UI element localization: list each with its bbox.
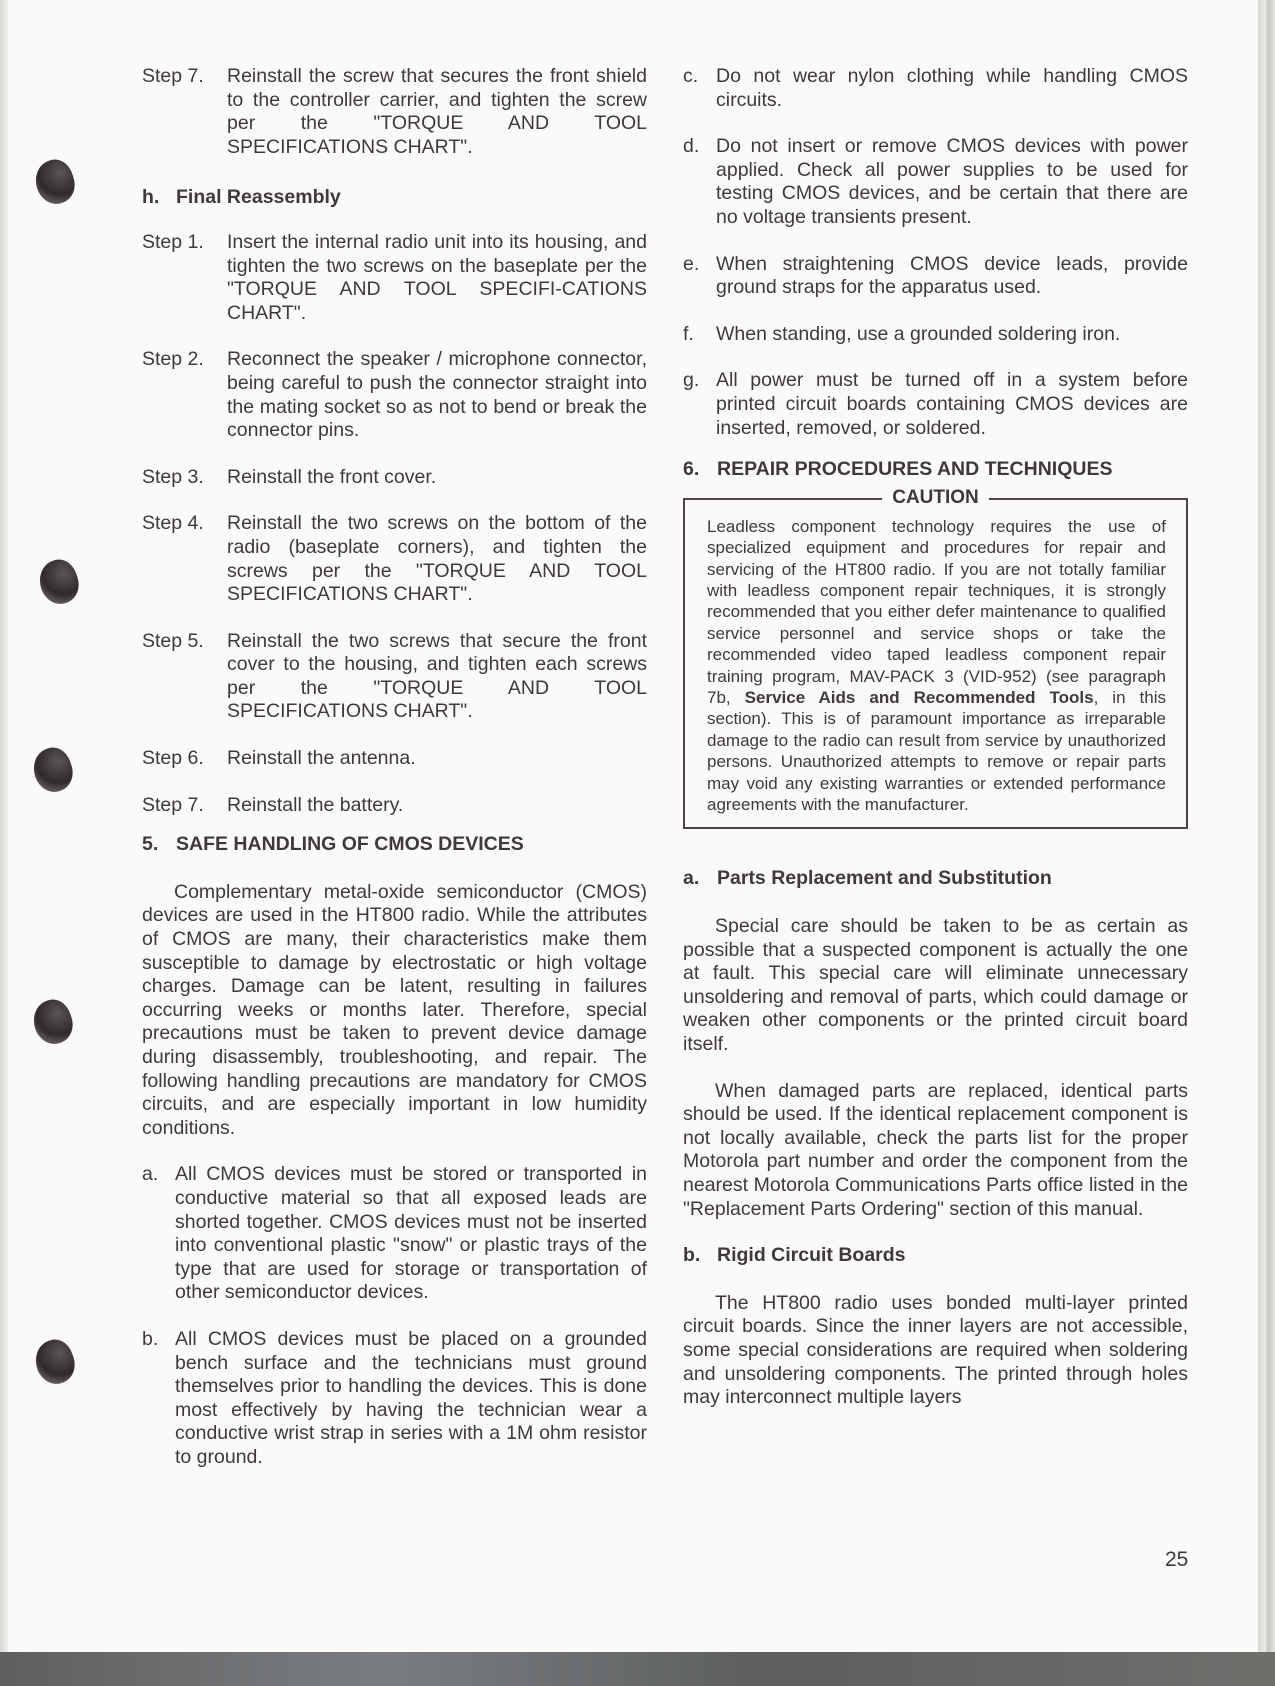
section-title: Final Reassembly — [176, 186, 341, 209]
section-title: REPAIR PROCEDURES AND TECHNIQUES — [717, 458, 1113, 481]
precaution-item — [142, 1163, 647, 1305]
section-title: SAFE HANDLING OF CMOS DEVICES — [176, 833, 524, 856]
step-text: Reinstall the front cover. — [227, 465, 437, 488]
step-text: Reinstall the screw that secures the front shield to the controller carrier, and tighten the screw per the "TORQUE AND TOOL SPECIFICATIONS CHART". — [227, 65, 647, 158]
step-item — [142, 794, 647, 818]
left-column — [142, 65, 647, 1493]
page-number: 25 — [1165, 1548, 1189, 1571]
caution-text: Leadless component technology requires the use of specialized equipment and procedures for repair and servicing of the HT800 radio. If you are not totally familiar with leadless component repair techniques, it is strongly recommended that you either defer maintenance to qualified service personnel and service shops or take the recommended video taped leadless component repair training program, MAV-PACK 3 (VID-952) (see paragraph 7b, — [707, 516, 1166, 707]
item-label: f. — [683, 322, 694, 345]
step-text: Reinstall the two screws on the bottom of the radio (baseplate corners), and tighten the screws per the "TORQUE AND TOOL SPECIFICATIONS CHART". — [227, 512, 647, 606]
step-text: Reinstall the antenna. — [227, 747, 416, 770]
step-item — [142, 630, 647, 724]
item-label: b. — [142, 1327, 159, 1350]
step-item — [142, 231, 647, 325]
step-item — [142, 348, 647, 442]
caution-text-continued: , in this section). This is of paramount importance as irreparable damage to the radio can result from service by unauthorized persons. Unauthorized attempts to remove or repair parts may void any existing warranties or extended performance agreements with the manufacturer. — [707, 687, 1166, 814]
precaution-item — [683, 135, 1188, 229]
page-stack-edge — [1258, 0, 1275, 1652]
item-text: All power must be turned off in a system before printed circuit boards containing CMOS devices are inserted, removed, or soldered. — [716, 369, 1188, 439]
section-number: 6. — [683, 458, 700, 481]
precaution-item — [683, 253, 1188, 300]
precaution-item — [683, 323, 1188, 347]
section-title: Rigid Circuit Boards — [717, 1244, 906, 1267]
body-paragraph: When damaged parts are replaced, identical parts should be used. If the identical replacement component is not locally available, check the parts list for the proper Motorola part number and order the component from the nearest Motorola Communications Parts office listed in the "Replacement Parts Ordering" section of this manual. — [683, 1079, 1188, 1220]
caution-bold-reference: Service Aids and Recommended Tools — [744, 687, 1094, 707]
scanner-background — [0, 1652, 1275, 1686]
step-label: Step 3. — [142, 465, 204, 488]
section-number: 5. — [142, 833, 159, 856]
item-text: Do not wear nylon clothing while handling CMOS circuits. — [716, 65, 1188, 111]
section-heading-repair — [683, 458, 1188, 482]
caution-box — [683, 486, 1188, 830]
step-label: Step 1. — [142, 230, 204, 253]
step-label: Step 7. — [142, 65, 204, 87]
right-column — [683, 65, 1188, 1433]
step-label: Step 6. — [142, 747, 204, 770]
step-text: Reinstall the two screws that secure the front cover to the housing, and tighten each screws per the "TORQUE AND TOOL SPECIFICATIONS CHART". — [227, 629, 647, 723]
item-text: When straightening CMOS device leads, provide ground straps for the apparatus used. — [716, 252, 1188, 299]
item-text: Do not insert or remove CMOS devices with power applied. Check all power supplies to be used for testing CMOS devices, and be certain that there are no voltage transients present. — [716, 135, 1188, 228]
precaution-item — [683, 65, 1188, 112]
body-paragraph: The HT800 radio uses bonded multi-layer printed circuit boards. Since the inner layers are not accessible, some special considerations are required when soldering and unsoldering components. The printed through holes may interconnect multiple layers — [683, 1291, 1188, 1409]
section-heading-cmos — [142, 833, 647, 857]
step-text: Reconnect the speaker / microphone connector, being careful to push the connector straight into the mating socket so as not to bend or break the connector pins. — [227, 348, 647, 442]
step-text: Reinstall the battery. — [227, 793, 404, 816]
item-label: g. — [683, 369, 700, 392]
cmos-intro-paragraph: Complementary metal-oxide semiconductor (CMOS) devices are used in the HT800 radio. While the attributes of CMOS are many, their characteristics make them susceptible to damage by electrostatic or high voltage charges. Damage can be latent, resulting in failures occurring weeks or months later. Therefore, special precautions must be taken to prevent device damage during disassembly, troubleshooting, and repair. The following handling precautions are mandatory for CMOS circuits, and are especially important in low humidity conditions. — [142, 880, 647, 1139]
item-label: c. — [683, 65, 699, 87]
section-number: h. — [142, 186, 160, 209]
section-number: a. — [683, 867, 700, 890]
step-label: Step 4. — [142, 512, 204, 535]
precaution-item — [683, 369, 1188, 440]
page-binding-edge — [0, 0, 8, 1652]
precaution-item — [142, 1328, 647, 1470]
item-label: d. — [683, 135, 700, 158]
caution-body — [683, 498, 1188, 830]
item-text: All CMOS devices must be placed on a grounded bench surface and the technicians must ground themselves prior to handling the devices. This is done most effectively by having the technician wear a conductive wrist strap in series with a 1M ohm resistor to ground. — [175, 1327, 647, 1468]
body-paragraph: Special care should be taken to be as certain as possible that a suspected component is actually the one at fault. This special care will eliminate unnecessary unsoldering and removal of parts, which could damage or weaken other components or the printed circuit board itself. — [683, 915, 1188, 1055]
section-title: Parts Replacement and Substitution — [717, 867, 1052, 890]
item-label: a. — [142, 1163, 159, 1186]
step-item — [142, 747, 647, 771]
step-text: Insert the internal radio unit into its housing, and tighten the two screws on the baseplate per the "TORQUE AND TOOL SPECIFI-CATIONS CHART". — [227, 230, 647, 324]
step-item — [142, 512, 647, 606]
step-item — [142, 65, 647, 159]
section-number: b. — [683, 1244, 701, 1267]
section-heading-parts-replacement — [683, 867, 1188, 891]
caution-title — [683, 486, 1188, 508]
step-item — [142, 466, 647, 490]
step-label: Step 2. — [142, 348, 204, 371]
step-label: Step 5. — [142, 629, 204, 652]
section-heading-rigid-boards — [683, 1244, 1188, 1268]
caution-title-text: CAUTION — [882, 487, 989, 508]
item-label: e. — [683, 252, 700, 275]
section-heading-final-reassembly — [142, 186, 647, 210]
item-text: When standing, use a grounded soldering iron. — [716, 322, 1121, 345]
item-text: All CMOS devices must be stored or transported in conductive material so that all exposed leads are shorted together. CMOS devices must not be inserted into conventional plastic "snow" or plastic trays of the type that are used for storage or transportation of other semiconductor devices. — [175, 1163, 647, 1304]
step-label: Step 7. — [142, 793, 204, 816]
